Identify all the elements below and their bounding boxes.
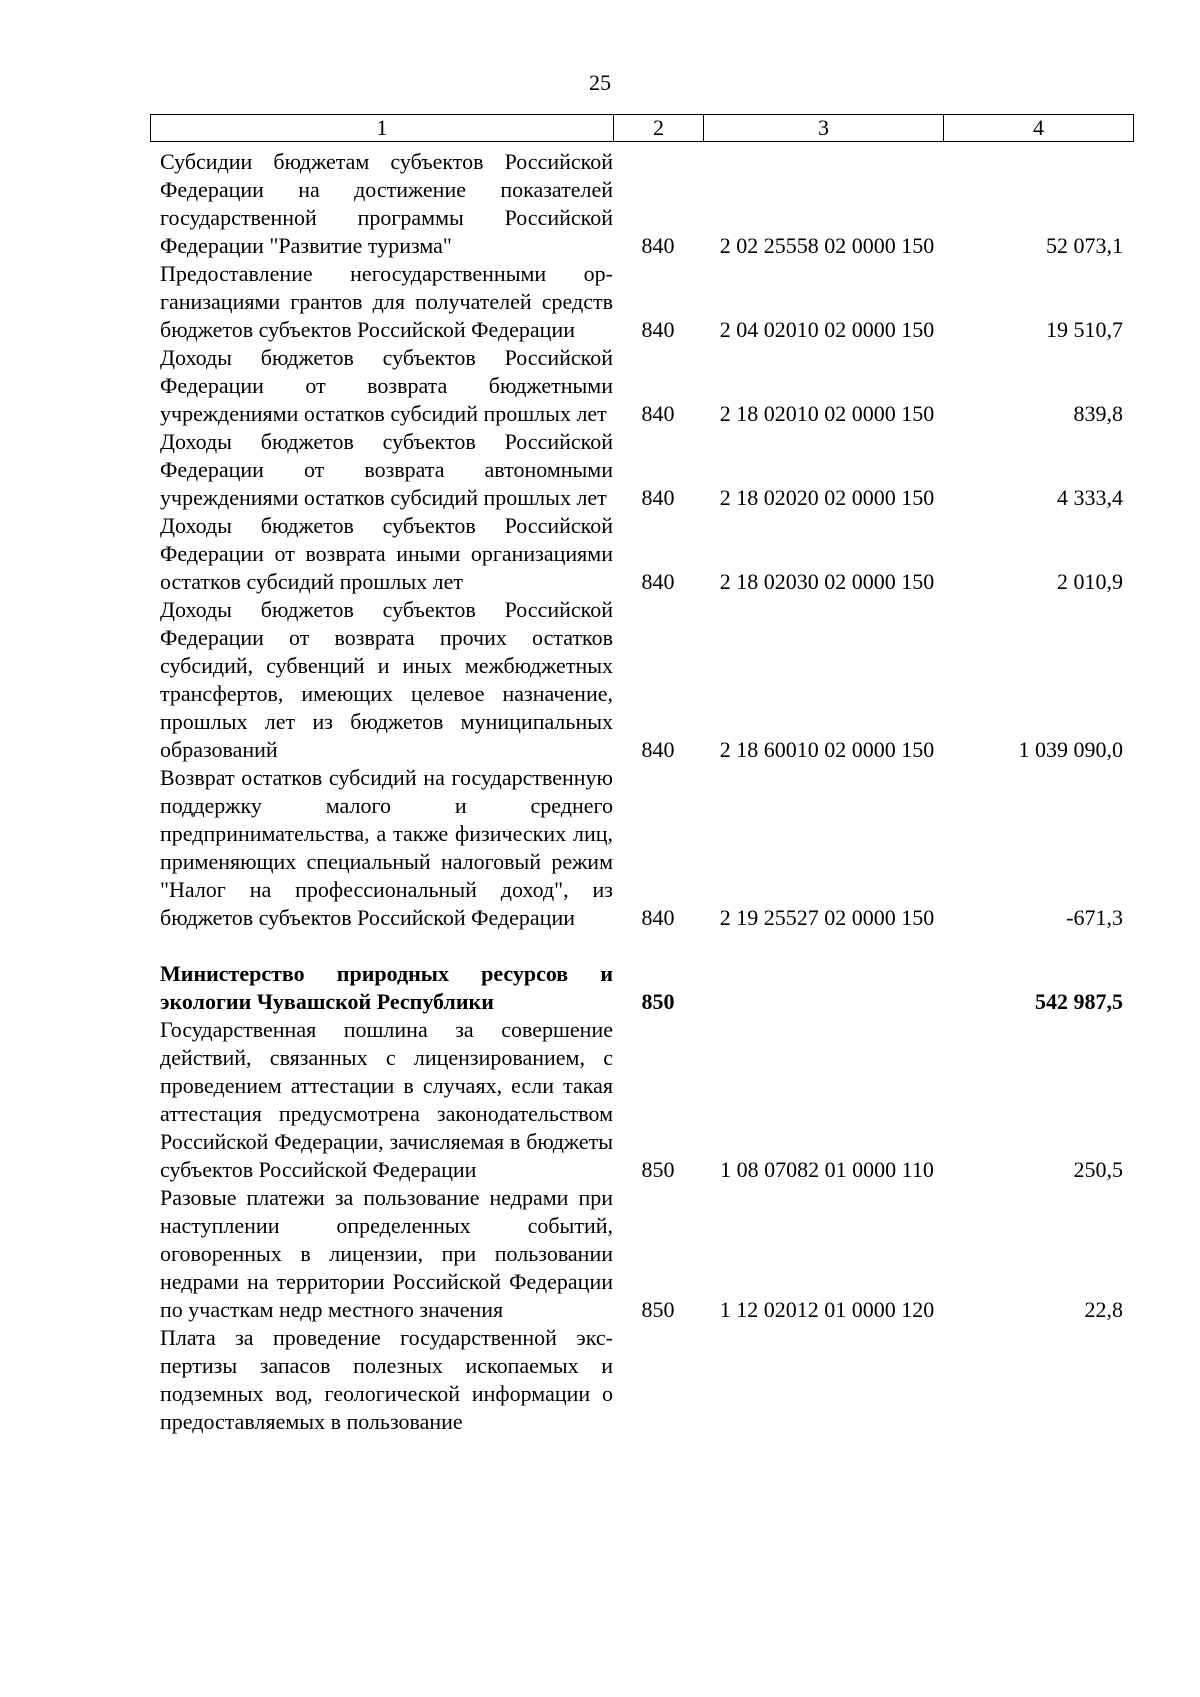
row-budget-code: 2 02 25558 02 0000 150 xyxy=(719,233,935,258)
table-row xyxy=(150,596,1133,764)
row-admin-code: 850 xyxy=(641,1157,675,1182)
row-description: Плата за проведение государственной экспертизы запасов полезных ископаемых и подземных вод, геологической информации о предоставляемых в пользование xyxy=(160,1325,613,1434)
row-budget-code: 2 18 02010 02 0000 150 xyxy=(719,401,935,426)
table-row xyxy=(150,764,1133,932)
table-row xyxy=(150,344,1133,428)
row-budget-code: 2 19 25527 02 0000 150 xyxy=(719,905,935,930)
row-description: Разовые платежи за пользование недрами при наступлении определенных событий, оговоренных в лицензии, при пользовании недрами на территории Российской Федерации по участкам недр местного значения xyxy=(160,1185,613,1322)
row-amount: 2 010,9 xyxy=(1057,569,1123,594)
table-row xyxy=(150,1016,1133,1184)
table-row xyxy=(150,260,1133,344)
row-admin-code: 840 xyxy=(641,317,675,342)
row-amount: 4 333,4 xyxy=(1057,485,1123,510)
row-amount: 839,8 xyxy=(1073,401,1123,426)
row-description: Доходы бюджетов субъектов Российской Федерации от возврата прочих остатков субсидий, субвенций и иных межбюджетных трансфертов, имеющих целевое назначение, прошлых лет из бюджетов муниципальных образований xyxy=(160,597,613,762)
row-description: Доходы бюджетов субъектов Российской Федерации от возврата автономными учреждениями остатков субсидий прошлых лет xyxy=(160,429,613,510)
row-budget-code: 2 18 60010 02 0000 150 xyxy=(719,737,935,762)
row-description: Субсидии бюджетам субъектов Российской Федерации на достижение показателей государственной программы Российской Федерации "Развитие туризма" xyxy=(160,149,613,258)
row-amount: 1 039 090,0 xyxy=(1018,737,1123,762)
row-admin-code: 840 xyxy=(641,905,675,930)
row-budget-code: 1 08 07082 01 0000 110 xyxy=(720,1157,934,1182)
row-amount: -671,3 xyxy=(1066,905,1123,930)
table-row xyxy=(150,1324,1133,1436)
revenue-table-body xyxy=(150,148,1133,1436)
column-header-row xyxy=(151,115,1134,142)
row-admin-code: 840 xyxy=(641,485,675,510)
table-row xyxy=(150,428,1133,512)
row-budget-code: 2 04 02010 02 0000 150 xyxy=(719,317,935,342)
page-number: 25 xyxy=(589,70,611,95)
row-description: Доходы бюджетов субъектов Российской Федерации от возврата бюджетными учреждениями остатков субсидий прошлых лет xyxy=(160,345,613,426)
column-header-1: 1 xyxy=(151,115,614,142)
row-amount: 22,8 xyxy=(1084,1297,1123,1322)
section-total-amount: 542 987,5 xyxy=(1035,989,1123,1014)
row-description: Доходы бюджетов субъектов Российской Федерации от возврата иными организациями остатков субсидий прошлых лет xyxy=(160,513,613,594)
row-admin-code: 840 xyxy=(641,737,675,762)
table-row xyxy=(150,512,1133,596)
row-description: Государственная пошлина за совершение действий, связанных с лицензированием, с проведением аттестации в случаях, если такая аттестация предусмотрена законодательством Российской Федерации, зачисляемая в бюджеты субъектов Российской Федерации xyxy=(160,1017,613,1182)
column-header-table xyxy=(150,114,1134,142)
table-row xyxy=(150,148,1133,260)
section-title: Министерство природных ресурсов и экологии Чувашской Республики xyxy=(160,961,613,1014)
section-admin-code: 850 xyxy=(641,989,675,1014)
row-description: Возврат остатков субсидий на государственную поддержку малого и среднего предпринимательства, а также физических лиц, применяющих специальный налоговый режим "Налог на профессиональный доход", из бюджетов субъектов Российской Федерации xyxy=(160,765,613,930)
table-row xyxy=(150,1184,1133,1324)
row-budget-code: 1 12 02012 01 0000 120 xyxy=(719,1297,935,1322)
section-spacer xyxy=(150,932,1133,960)
row-admin-code: 840 xyxy=(641,569,675,594)
row-admin-code: 840 xyxy=(641,401,675,426)
row-description: Предоставление негосударственными организациями грантов для получателей средств бюджетов субъектов Российской Федерации xyxy=(160,261,613,342)
row-amount: 19 510,7 xyxy=(1046,317,1123,342)
row-amount: 250,5 xyxy=(1073,1157,1123,1182)
row-amount: 52 073,1 xyxy=(1046,233,1123,258)
row-admin-code: 850 xyxy=(641,1297,675,1322)
row-budget-code: 2 18 02030 02 0000 150 xyxy=(719,569,935,594)
row-budget-code: 2 18 02020 02 0000 150 xyxy=(719,485,935,510)
section-header-row xyxy=(150,960,1133,1016)
row-admin-code: 840 xyxy=(641,233,675,258)
column-header-2: 2 xyxy=(614,115,704,142)
column-header-3: 3 xyxy=(704,115,944,142)
column-header-4: 4 xyxy=(944,115,1134,142)
